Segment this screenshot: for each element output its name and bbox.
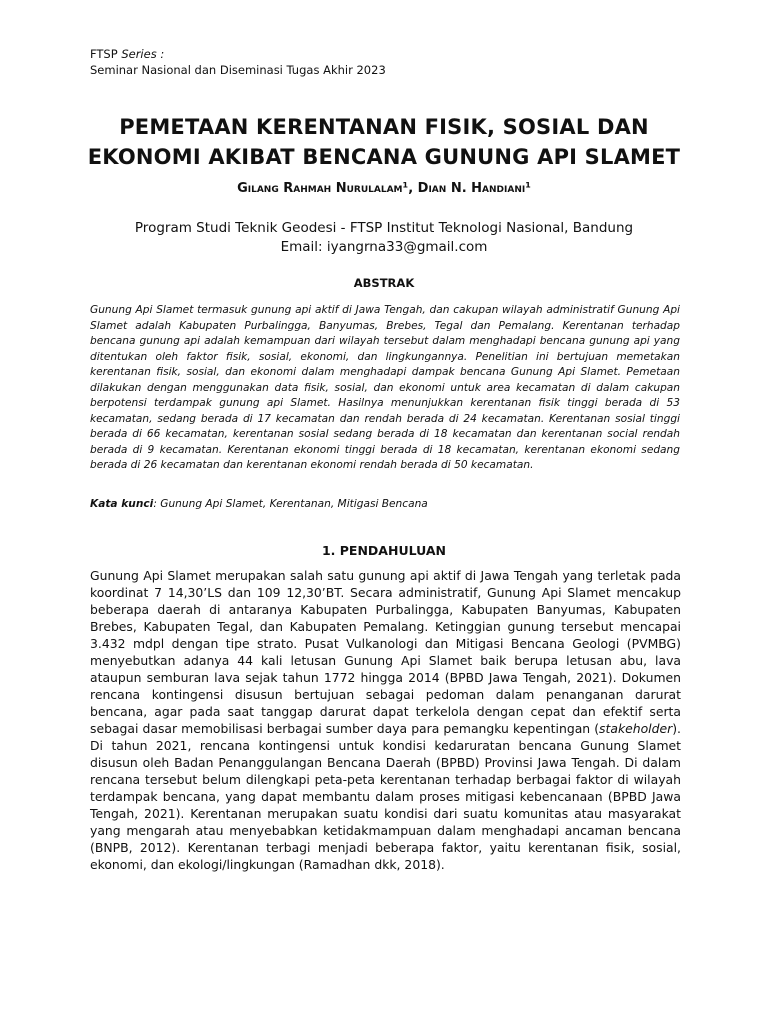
paper-title [60, 112, 708, 172]
body-text-italic-term: stakeholder [599, 721, 673, 736]
section-heading-pendahuluan: 1. PENDAHULUAN [321, 543, 447, 558]
header-series-line [90, 46, 386, 62]
running-header [90, 46, 386, 78]
abstract-text: Gunung Api Slamet termasuk gunung api aktif di Jawa Tengah, dan cakupan wilayah administratif Gunung Api Slamet adalah Kabupaten Purbalingga, Banyumas, Brebes, Tegal dan Pemalang. Kerentanan terhadap bencana gunung api adalah kemampuan dari wilayah tersebut dalam menghadapi bencana gunung api yang ditentukan oleh faktor fisik, sosial, ekonomi, dan lingkungannya. Penelitian ini bertujuan memetakan kerentanan fisik, sosial, dan ekonomi dalam menghadapi dampak bencana Gunung Api Slamet. Pemetaan dilakukan dengan menggunakan data fisik, sosial, dan ekonomi untuk area kecamatan di dalam cakupan berpotensi terdampak gunung api Slamet. Hasilnya menunjukkan kerentanan fisik tinggi berada di 53 kecamatan, sedang berada di 17 kecamatan dan rendah berada di 24 kecamatan. Kerentanan sosial tinggi berada di 66 kecamatan, kerentanan sosial sedang berada di 18 kecamatan dan kerentanan social rendah berada di 9 kecamatan. Kerentanan ekonomi tinggi berada di 18 kecamatan, kerentanan ekonomi sedang berada di 26 kecamatan dan kerentanan ekonomi rendah berada di 50 kecamatan. [90, 304, 680, 471]
title-line-1: PEMETAAN KERENTANAN FISIK, SOSIAL DAN [119, 115, 649, 139]
body-text-part-2: ). Di tahun 2021, rencana kontingensi untuk kondisi kedaruratan bencana Gunung Slamet disusun oleh Badan Penanggulangan Bencana Daerah (BPBD) Provinsi Jawa Tengah. Di dalam rencana tersebut belum dilengkapi peta-peta kerentanan terhadap berbagai faktor di wilayah terdampak bencana, yang dapat membantu dalam proses mitigasi kebencanaan (BPBD Jawa Tengah, 2021). Kerentanan merupakan suatu kondisi dari suatu komunitas atau masyarakat yang mengarah atau menyebabkan ketidakmampuan dalam menghadapi ancaman bencana (BNPB, 2012). Kerentanan terbagi menjadi beberapa faktor, yaitu kerentanan fisik, sosial, ekonomi, dan ekologi/lingkungan (Ramadhan dkk, 2018). [90, 721, 681, 872]
keywords-label: Kata kunci [90, 498, 154, 510]
affiliation-email: Email: iyangrna33@gmail.com [280, 239, 488, 255]
keywords-text: : Gunung Api Slamet, Kerentanan, Mitigasi Bencana [153, 498, 428, 510]
keywords [90, 497, 680, 512]
header-seminar-line: Seminar Nasional dan Diseminasi Tugas Akhir 2023 [90, 63, 386, 77]
title-line-2: EKONOMI AKIBAT BENCANA GUNUNG API SLAMET [87, 145, 681, 169]
affiliation [60, 219, 708, 257]
body-text-part-1: Gunung Api Slamet merupakan salah satu gunung api aktif di Jawa Tengah yang terletak pada koordinat 7 14,30’LS dan 109 12,30’BT. Secara administratif, Gunung Api Slamet mencakup beberapa daerah di antaranya Kabupaten Purbalingga, Kabupaten Banyumas, Kabupaten Brebes, Kabupaten Tegal, dan Kabupaten Pemalang. Ketinggian gunung tersebut mencapai 3.432 mdpl dengan tipe strato. Pusat Vulkanologi dan Mitigasi Bencana Geologi (PVMBG) menyebutkan adanya 44 kali letusan Gunung Api Slamet baik berupa letusan abu, lava ataupun semburan lava sejak tahun 1772 hingga 2014 (BPBD Jawa Tengah, 2021). Dokumen rencana kontingensi disusun bertujuan sebagai pedoman dalam penanganan darurat bencana, agar pada saat tanggap darurat dapat terkelola dengan cepat dan efektif serta sebagai dasar memobilisasi berbagai sumber daya para pemangku kepentingan ( [90, 568, 681, 736]
affiliation-institution: Program Studi Teknik Geodesi - FTSP Institut Teknologi Nasional, Bandung [134, 220, 634, 236]
header-series-prefix: FTSP [90, 47, 118, 61]
header-series-italic: Series : [121, 47, 165, 61]
section-body-pendahuluan [90, 567, 681, 873]
abstract-heading: ABSTRAK [353, 276, 415, 290]
author-list: Gilang Rahmah Nurulalam¹, Dian N. Handiani¹ [237, 181, 531, 196]
